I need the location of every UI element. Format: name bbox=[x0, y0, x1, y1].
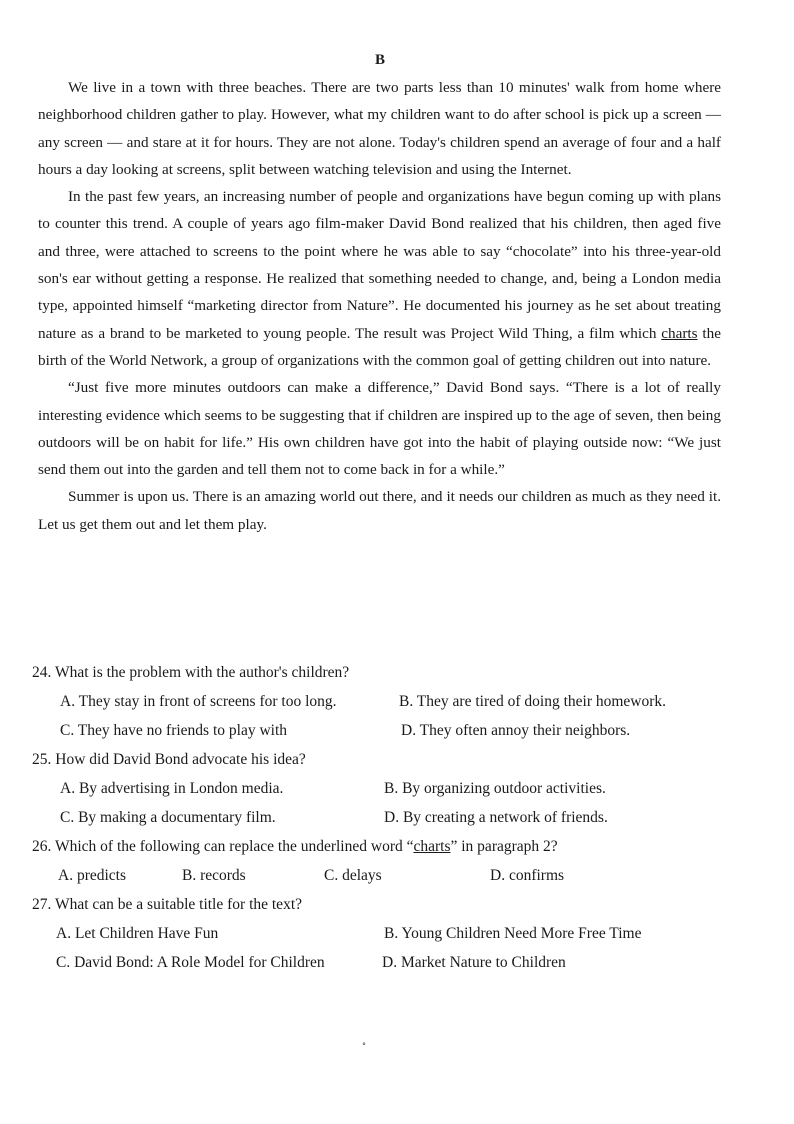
question-26-option-d: D. confirms bbox=[490, 867, 565, 884]
question-24-options-row-1 bbox=[32, 687, 732, 716]
question-26-text-after: ” in paragraph 2? bbox=[450, 838, 558, 855]
question-26 bbox=[32, 832, 732, 861]
paragraph-2-text-after: the birth of the World Network, a group of organizations with the common goal of getting children out into nature. bbox=[38, 324, 721, 369]
question-26-option-b: B. records bbox=[182, 867, 246, 884]
question-25-option-c: C. By making a documentary film. bbox=[60, 809, 276, 826]
question-24-option-d: D. They often annoy their neighbors. bbox=[401, 722, 631, 739]
question-27-options-row-2 bbox=[32, 948, 732, 977]
paragraph-3: “Just five more minutes outdoors can make a difference,” David Bond says. “There is a lot of really interesting evidence which seems to be suggesting that if children are inspired up to the age of seven, then being outdoors will be on habit for life.” His own children have got into the habit of playing outside now: “We just send them out into the garden and tell them not to come back in for a while.” bbox=[38, 379, 721, 479]
question-27-option-c: C. David Bond: A Role Model for Children bbox=[56, 954, 325, 971]
question-27-options-row-1 bbox=[32, 919, 732, 948]
question-24-option-b: B. They are tired of doing their homework. bbox=[399, 693, 667, 710]
question-27: 27. What can be a suitable title for the text? bbox=[32, 896, 303, 913]
question-25-option-b: B. By organizing outdoor activities. bbox=[384, 780, 606, 797]
question-24: 24. What is the problem with the author's children? bbox=[32, 664, 350, 681]
question-24-options-row-2 bbox=[32, 716, 732, 745]
question-25-option-d: D. By creating a network of friends. bbox=[384, 809, 608, 826]
question-26-option-c: C. delays bbox=[324, 867, 382, 884]
underlined-word: charts bbox=[661, 324, 698, 342]
question-26-options-row bbox=[32, 861, 732, 890]
question-26-text-before: 26. Which of the following can replace the underlined word “ bbox=[32, 838, 414, 855]
question-list bbox=[32, 658, 732, 977]
paragraph-2-text-before: In the past few years, an increasing number of people and organizations have begun coming up with plans to counter this trend. A couple of years ago film-maker David Bond realized that his children, then aged five and three, were attached to screens to the point where he was able to say “chocolate” into his three-year-old son's ear without getting a response. He realized that something needed to change, and, being a London media type, appointed himself “marketing director from Nature”. He documented his journey as he set about treating nature as a brand to be marketed to young people. The result was Project Wild Thing, a film which bbox=[38, 188, 721, 342]
question-26-option-a: A. predicts bbox=[58, 867, 127, 884]
question-25-options-row-2 bbox=[32, 803, 732, 832]
question-24-option-a: A. They stay in front of screens for too long. bbox=[60, 693, 337, 710]
paragraph-1: We live in a town with three beaches. There are two parts less than 10 minutes' walk from home where neighborhood children gather to play. However, what my children want to do after school is pick up a screen — any screen — and stare at it for hours. They are not alone. Today's children spend an average of four and a half hours a day looking at screens, split between watching television and using the Internet. bbox=[38, 79, 721, 178]
reading-passage bbox=[38, 74, 721, 538]
question-27-option-b: B. Young Children Need More Free Time bbox=[384, 925, 642, 942]
question-26-underlined-word: charts bbox=[413, 838, 451, 855]
section-label: B bbox=[374, 52, 385, 68]
question-25-options-row-1 bbox=[32, 774, 732, 803]
question-27-option-a: A. Let Children Have Fun bbox=[56, 925, 219, 942]
question-25-option-a: A. By advertising in London media. bbox=[60, 780, 284, 797]
paragraph-4: Summer is upon us. There is an amazing world out there, and it needs our children as much as they need it. Let us get them out and let them play. bbox=[38, 488, 721, 533]
paragraph-2 bbox=[38, 183, 721, 374]
scan-speck: ˚ bbox=[362, 1040, 366, 1054]
question-24-option-c: C. They have no friends to play with bbox=[60, 722, 288, 739]
question-25: 25. How did David Bond advocate his idea? bbox=[32, 751, 306, 768]
question-27-option-d: D. Market Nature to Children bbox=[382, 954, 566, 971]
